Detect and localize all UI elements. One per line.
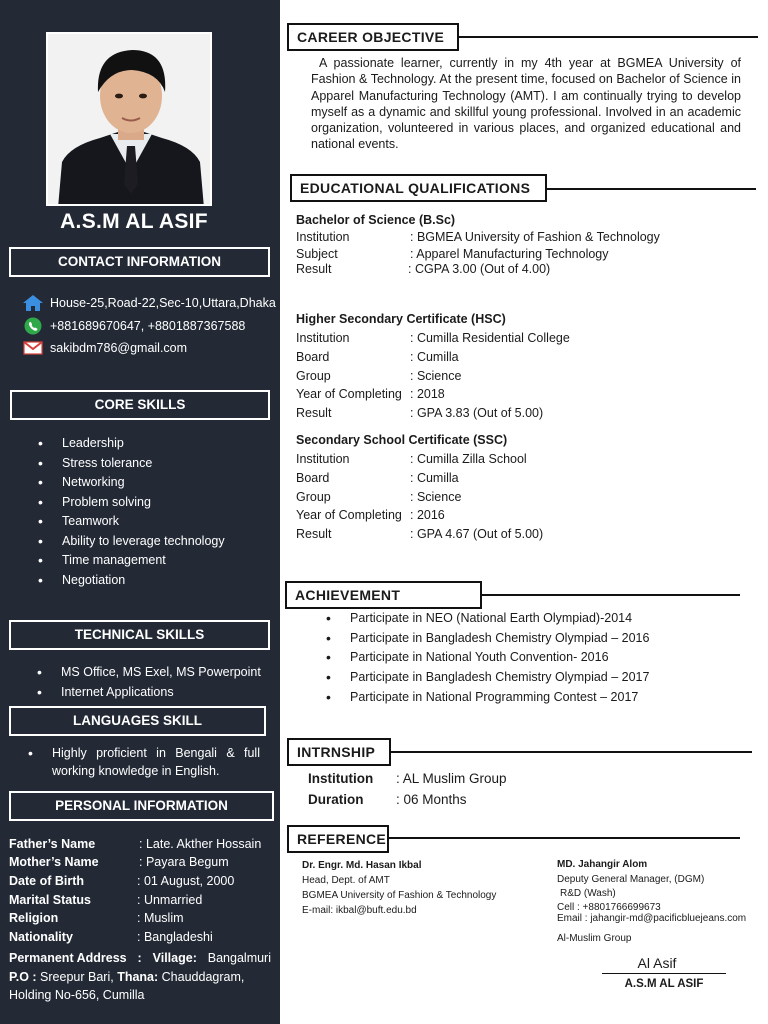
technical-skills-heading: TECHNICAL SKILLS (9, 620, 270, 650)
ssc-row: Institution : Cumilla Zilla School (296, 452, 527, 466)
list-item: • Participate in National Programming Contest – 2017 (326, 690, 649, 710)
hsc-row: Group : Science (296, 369, 462, 383)
ssc-title: Secondary School Certificate (SSC) (296, 433, 508, 447)
contact-heading: CONTACT INFORMATION (9, 247, 270, 277)
ssc-row: Result : GPA 4.67 (Out of 5.00) (296, 527, 544, 541)
hsc-row: Year of Completing : 2018 (296, 387, 445, 401)
list-item: • Ability to leverage technology (38, 532, 225, 552)
internship-duration: Duration : 06 Months (308, 792, 467, 807)
list-item: • Networking (38, 473, 225, 493)
list-item: • Time management (38, 551, 225, 571)
achievement-rule (480, 594, 740, 596)
career-objective-text: A passionate learner, currently in my 4th year at BGMEA University of Fashion & Technology. At the present time, focused on Bachelor of Science in Apparel Manufacturing Technology (AMT). I am continually trying to develop myself as a dynamic and skillful young professional. Involved in an academic organization, volunteered in various places, and organized educational and national events. (311, 56, 741, 152)
contact-address (22, 294, 276, 312)
list-item: • Leadership (38, 434, 225, 454)
list-item: • Teamwork (38, 512, 225, 532)
list-item: • Negotiation (38, 571, 225, 591)
list-item: • Stress tolerance (38, 454, 225, 474)
list-item: • Participate in Bangladesh Chemistry Olympiad – 2017 (326, 670, 649, 690)
achievement-list (326, 611, 649, 709)
sidebar (0, 0, 280, 1024)
hsc-title: Higher Secondary Certificate (HSC) (296, 312, 506, 326)
career-rule (458, 36, 758, 38)
reference-rule (388, 837, 740, 839)
personal-info-heading: PERSONAL INFORMATION (9, 791, 274, 821)
phone-icon (22, 317, 44, 335)
internship-institution: Institution : AL Muslim Group (308, 771, 507, 786)
hsc-row: Institution : Cumilla Residential College (296, 331, 570, 345)
reference-1: Dr. Engr. Md. Hasan Ikbal Head, Dept. of AMT BGMEA University of Fashion & Technology E-mail: ikbal@buft.edu.bd (302, 860, 497, 916)
list-item: • Participate in Bangladesh Chemistry Olympiad – 2016 (326, 631, 649, 651)
core-skills-list (38, 434, 225, 590)
bsc-row: Result : CGPA 3.00 (Out of 4.00) (296, 262, 551, 276)
list-item: • Internet Applications (37, 682, 261, 702)
core-skills-heading: CORE SKILLS (10, 390, 270, 420)
achievement-heading: ACHIEVEMENT (285, 581, 482, 609)
hsc-row: Board : Cumilla (296, 350, 459, 364)
phone-text: +881689670647, +8801887367588 (50, 319, 246, 333)
languages-heading: LANGUAGES SKILL (9, 706, 266, 736)
bsc-title: Bachelor of Science (B.Sc) (296, 213, 456, 227)
contact-phone (22, 317, 245, 335)
personal-permanent-address: Permanent Address : Village: Bangalmuri P.O : Sreepur Bari, Thana: Chauddagram, Holding No-656, Cumilla (9, 951, 271, 1002)
profile-photo (46, 32, 212, 206)
hsc-row: Result : GPA 3.83 (Out of 5.00) (296, 406, 544, 420)
reference-heading: REFERENCE (287, 825, 389, 853)
education-rule (546, 188, 756, 190)
personal-row-marital: Marital Status : Unmarried (9, 893, 203, 907)
personal-row-mother: Mother’s Name : Payara Begum (9, 855, 229, 869)
personal-row-father: Father’s Name : Late. Akther Hossain (9, 837, 262, 851)
reference-2: MD. Jahangir Alom Deputy General Manager, (DGM) R&D (Wash) Cell : +8801766699673 Email : jahangir-md@pacificbluejeans.com Al-Muslim Group (557, 859, 747, 944)
personal-row-religion: Religion : Muslim (9, 911, 184, 925)
list-item: • Participate in National Youth Convention- 2016 (326, 650, 649, 670)
email-text: sakibdm786@gmail.com (50, 341, 188, 355)
bsc-row: Institution : BGMEA University of Fashion & Technology (296, 230, 660, 244)
signature-text: Al Asif (637, 955, 677, 971)
signature-line (602, 973, 726, 974)
contact-email (22, 339, 187, 357)
technical-skills-list (37, 662, 261, 702)
personal-row-dob: Date of Birth : 01 August, 2000 (9, 874, 235, 888)
list-item: • Problem solving (38, 493, 225, 513)
personal-row-nationality: Nationality : Bangladeshi (9, 930, 213, 944)
list-item: • MS Office, MS Exel, MS Powerpoint (37, 662, 261, 682)
list-item: • Participate in NEO (National Earth Olympiad)-2014 (326, 611, 649, 631)
profile-name: A.S.M AL ASIF (60, 210, 208, 233)
career-heading: CAREER OBJECTIVE (287, 23, 459, 51)
ssc-row: Group : Science (296, 490, 462, 504)
mail-icon (22, 339, 44, 357)
bsc-row: Subject : Apparel Manufacturing Technology (296, 247, 609, 261)
home-icon (22, 294, 44, 312)
education-heading: EDUCATIONAL QUALIFICATIONS (290, 174, 547, 202)
ssc-row: Board : Cumilla (296, 471, 459, 485)
languages-item: • Highly proficient in Bengali & full working knowledge in English. (28, 745, 260, 778)
address-text: House-25,Road-22,Sec-10,Uttara,Dhaka (50, 296, 276, 310)
signature-name: A.S.M AL ASIF (624, 978, 704, 990)
languages-text: Highly proficient in Bengali & full working knowledge in English. (52, 746, 260, 778)
ssc-row: Year of Completing : 2016 (296, 508, 445, 522)
internship-rule (390, 751, 752, 753)
internship-heading: INTRNSHIP (287, 738, 391, 766)
